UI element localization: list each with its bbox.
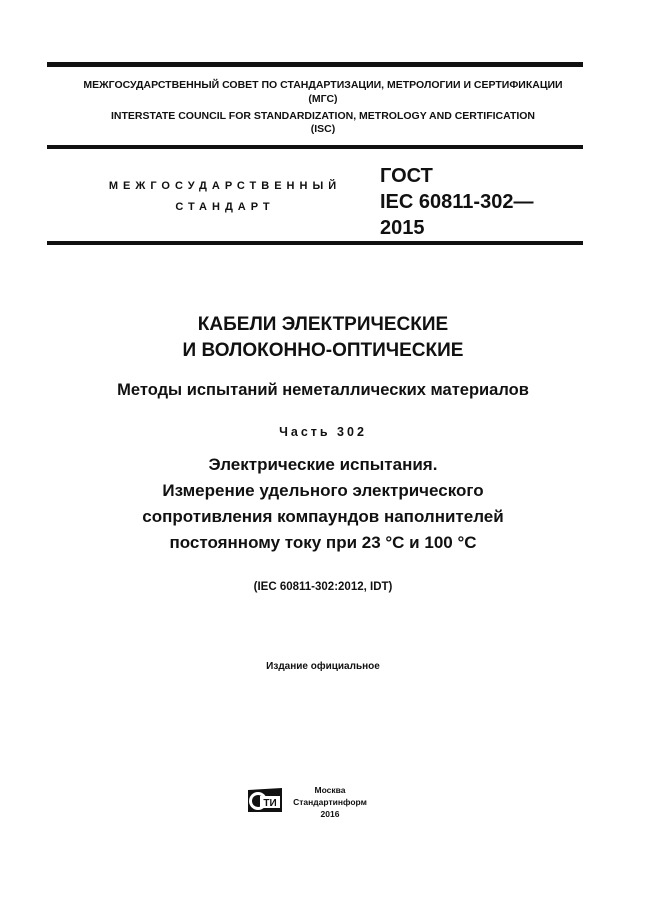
standard-type-line2: СТАНДАРТ <box>175 201 275 213</box>
part-label: Часть 302 <box>279 425 367 439</box>
svg-text:ТИ: ТИ <box>263 798 277 809</box>
subtitle: Методы испытаний неметаллических материалов <box>117 381 529 399</box>
middle-rule <box>47 145 583 149</box>
council-ru-abbr: (МГС) <box>308 93 338 105</box>
council-en: INTERSTATE COUNCIL FOR STANDARDIZATION, METROLOGY AND CERTIFICATION <box>110 110 536 122</box>
council-ru: МЕЖГОСУДАРСТВЕННЫЙ СОВЕТ ПО СТАНДАРТИЗАЦИИ, МЕТРОЛОГИИ И СЕРТИФИКАЦИИ <box>83 79 563 91</box>
gost-label: ГОСТ <box>380 165 433 187</box>
publisher-city: Москва <box>314 785 346 795</box>
publisher-year: 2016 <box>320 809 340 819</box>
standard-type-line1: МЕЖГОСУДАРСТВЕННЫЙ <box>108 180 342 192</box>
gost-number: IEC 60811-302— <box>380 191 534 213</box>
description-line4: постоянному току при 23 °С и 100 °С <box>169 533 477 552</box>
top-rule <box>47 62 583 67</box>
council-en-abbr: (ISC) <box>310 123 336 135</box>
title-line2: И ВОЛОКОННО-ОПТИЧЕСКИЕ <box>182 340 464 361</box>
publisher-name: Стандартинформ <box>293 797 367 807</box>
iec-reference: (IEC 60811-302:2012, IDT) <box>253 581 393 593</box>
title-line1: КАБЕЛИ ЭЛЕКТРИЧЕСКИЕ <box>197 314 449 335</box>
publisher-logo <box>246 786 284 814</box>
bottom-rule <box>47 241 583 245</box>
description-line1: Электрические испытания. <box>208 455 438 474</box>
description-line2: Измерение удельного электрического <box>162 481 484 500</box>
description-line3: сопротивления компаундов наполнителей <box>142 507 504 526</box>
edition-label: Издание официальное <box>266 661 380 672</box>
gost-year: 2015 <box>380 217 425 239</box>
